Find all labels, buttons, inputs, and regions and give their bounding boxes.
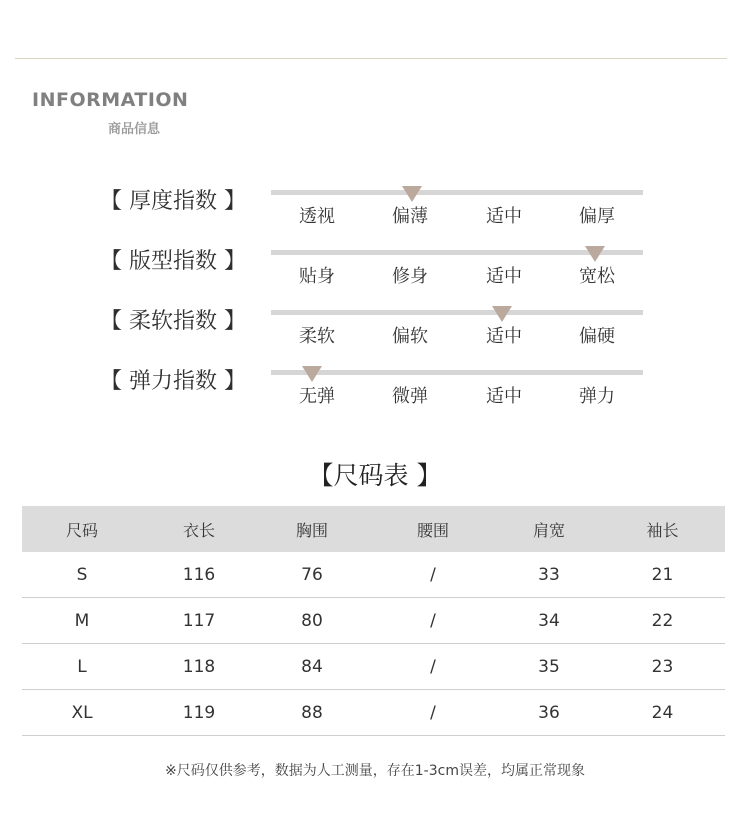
index-option: 弹力 <box>579 386 615 407</box>
table-cell: 34 <box>498 598 600 644</box>
index-track <box>271 370 643 375</box>
table-cell: / <box>368 598 498 644</box>
table-cell: 118 <box>142 644 256 690</box>
column-header: 胸围 <box>256 506 368 552</box>
section-title: INFORMATION <box>32 89 189 111</box>
table-row <box>22 644 725 690</box>
index-label: 【 柔软指数 】 <box>100 309 246 334</box>
index-option: 偏软 <box>392 326 428 347</box>
size-chart-title: 【尺码表 】 <box>308 461 442 490</box>
index-marker <box>585 246 605 262</box>
column-header: 袖长 <box>600 506 725 552</box>
table-cell: 21 <box>600 552 725 598</box>
index-option: 透视 <box>299 206 335 227</box>
table-row <box>22 552 725 598</box>
index-track <box>271 190 643 195</box>
index-option: 贴身 <box>299 266 335 287</box>
table-header-row <box>22 506 725 552</box>
table-row <box>22 598 725 644</box>
column-header: 衣长 <box>142 506 256 552</box>
table-cell: L <box>22 644 142 690</box>
table-cell: / <box>368 552 498 598</box>
index-marker <box>402 186 422 202</box>
top-divider <box>15 58 727 59</box>
index-label: 【 厚度指数 】 <box>100 189 246 214</box>
index-row-elasticity <box>0 364 750 424</box>
index-option: 适中 <box>486 326 522 347</box>
table-cell: 35 <box>498 644 600 690</box>
index-label: 【 版型指数 】 <box>100 249 246 274</box>
table-cell: XL <box>22 690 142 736</box>
table-cell: 23 <box>600 644 725 690</box>
index-option: 宽松 <box>579 266 615 287</box>
section-subtitle: 商品信息 <box>108 122 161 137</box>
table-row <box>22 690 725 736</box>
column-header: 尺码 <box>22 506 142 552</box>
size-table <box>22 506 725 736</box>
index-option: 偏薄 <box>392 206 428 227</box>
index-option: 适中 <box>486 386 522 407</box>
index-option: 适中 <box>486 266 522 287</box>
index-marker <box>492 306 512 322</box>
size-footnote: ※尺码仅供参考，数据为人工测量，存在1-3cm误差，均属正常现象 <box>165 763 585 779</box>
column-header: 腰围 <box>368 506 498 552</box>
index-option: 无弹 <box>299 386 335 407</box>
table-cell: 76 <box>256 552 368 598</box>
index-option: 偏硬 <box>579 326 615 347</box>
table-cell: M <box>22 598 142 644</box>
index-label: 【 弹力指数 】 <box>100 369 246 394</box>
index-row-softness <box>0 304 750 364</box>
index-option: 修身 <box>392 266 428 287</box>
table-cell: 80 <box>256 598 368 644</box>
table-cell: 22 <box>600 598 725 644</box>
table-cell: 84 <box>256 644 368 690</box>
index-marker <box>302 366 322 382</box>
index-track <box>271 310 643 315</box>
table-cell: 117 <box>142 598 256 644</box>
table-cell: 116 <box>142 552 256 598</box>
table-cell: 88 <box>256 690 368 736</box>
table-cell: / <box>368 690 498 736</box>
index-option: 柔软 <box>299 326 335 347</box>
index-option: 偏厚 <box>579 206 615 227</box>
table-cell: 36 <box>498 690 600 736</box>
index-row-fit <box>0 244 750 304</box>
table-cell: 119 <box>142 690 256 736</box>
index-row-thickness <box>0 184 750 244</box>
table-cell: / <box>368 644 498 690</box>
table-cell: 24 <box>600 690 725 736</box>
table-cell: 33 <box>498 552 600 598</box>
table-cell: S <box>22 552 142 598</box>
column-header: 肩宽 <box>498 506 600 552</box>
index-option: 微弹 <box>392 386 428 407</box>
index-option: 适中 <box>486 206 522 227</box>
